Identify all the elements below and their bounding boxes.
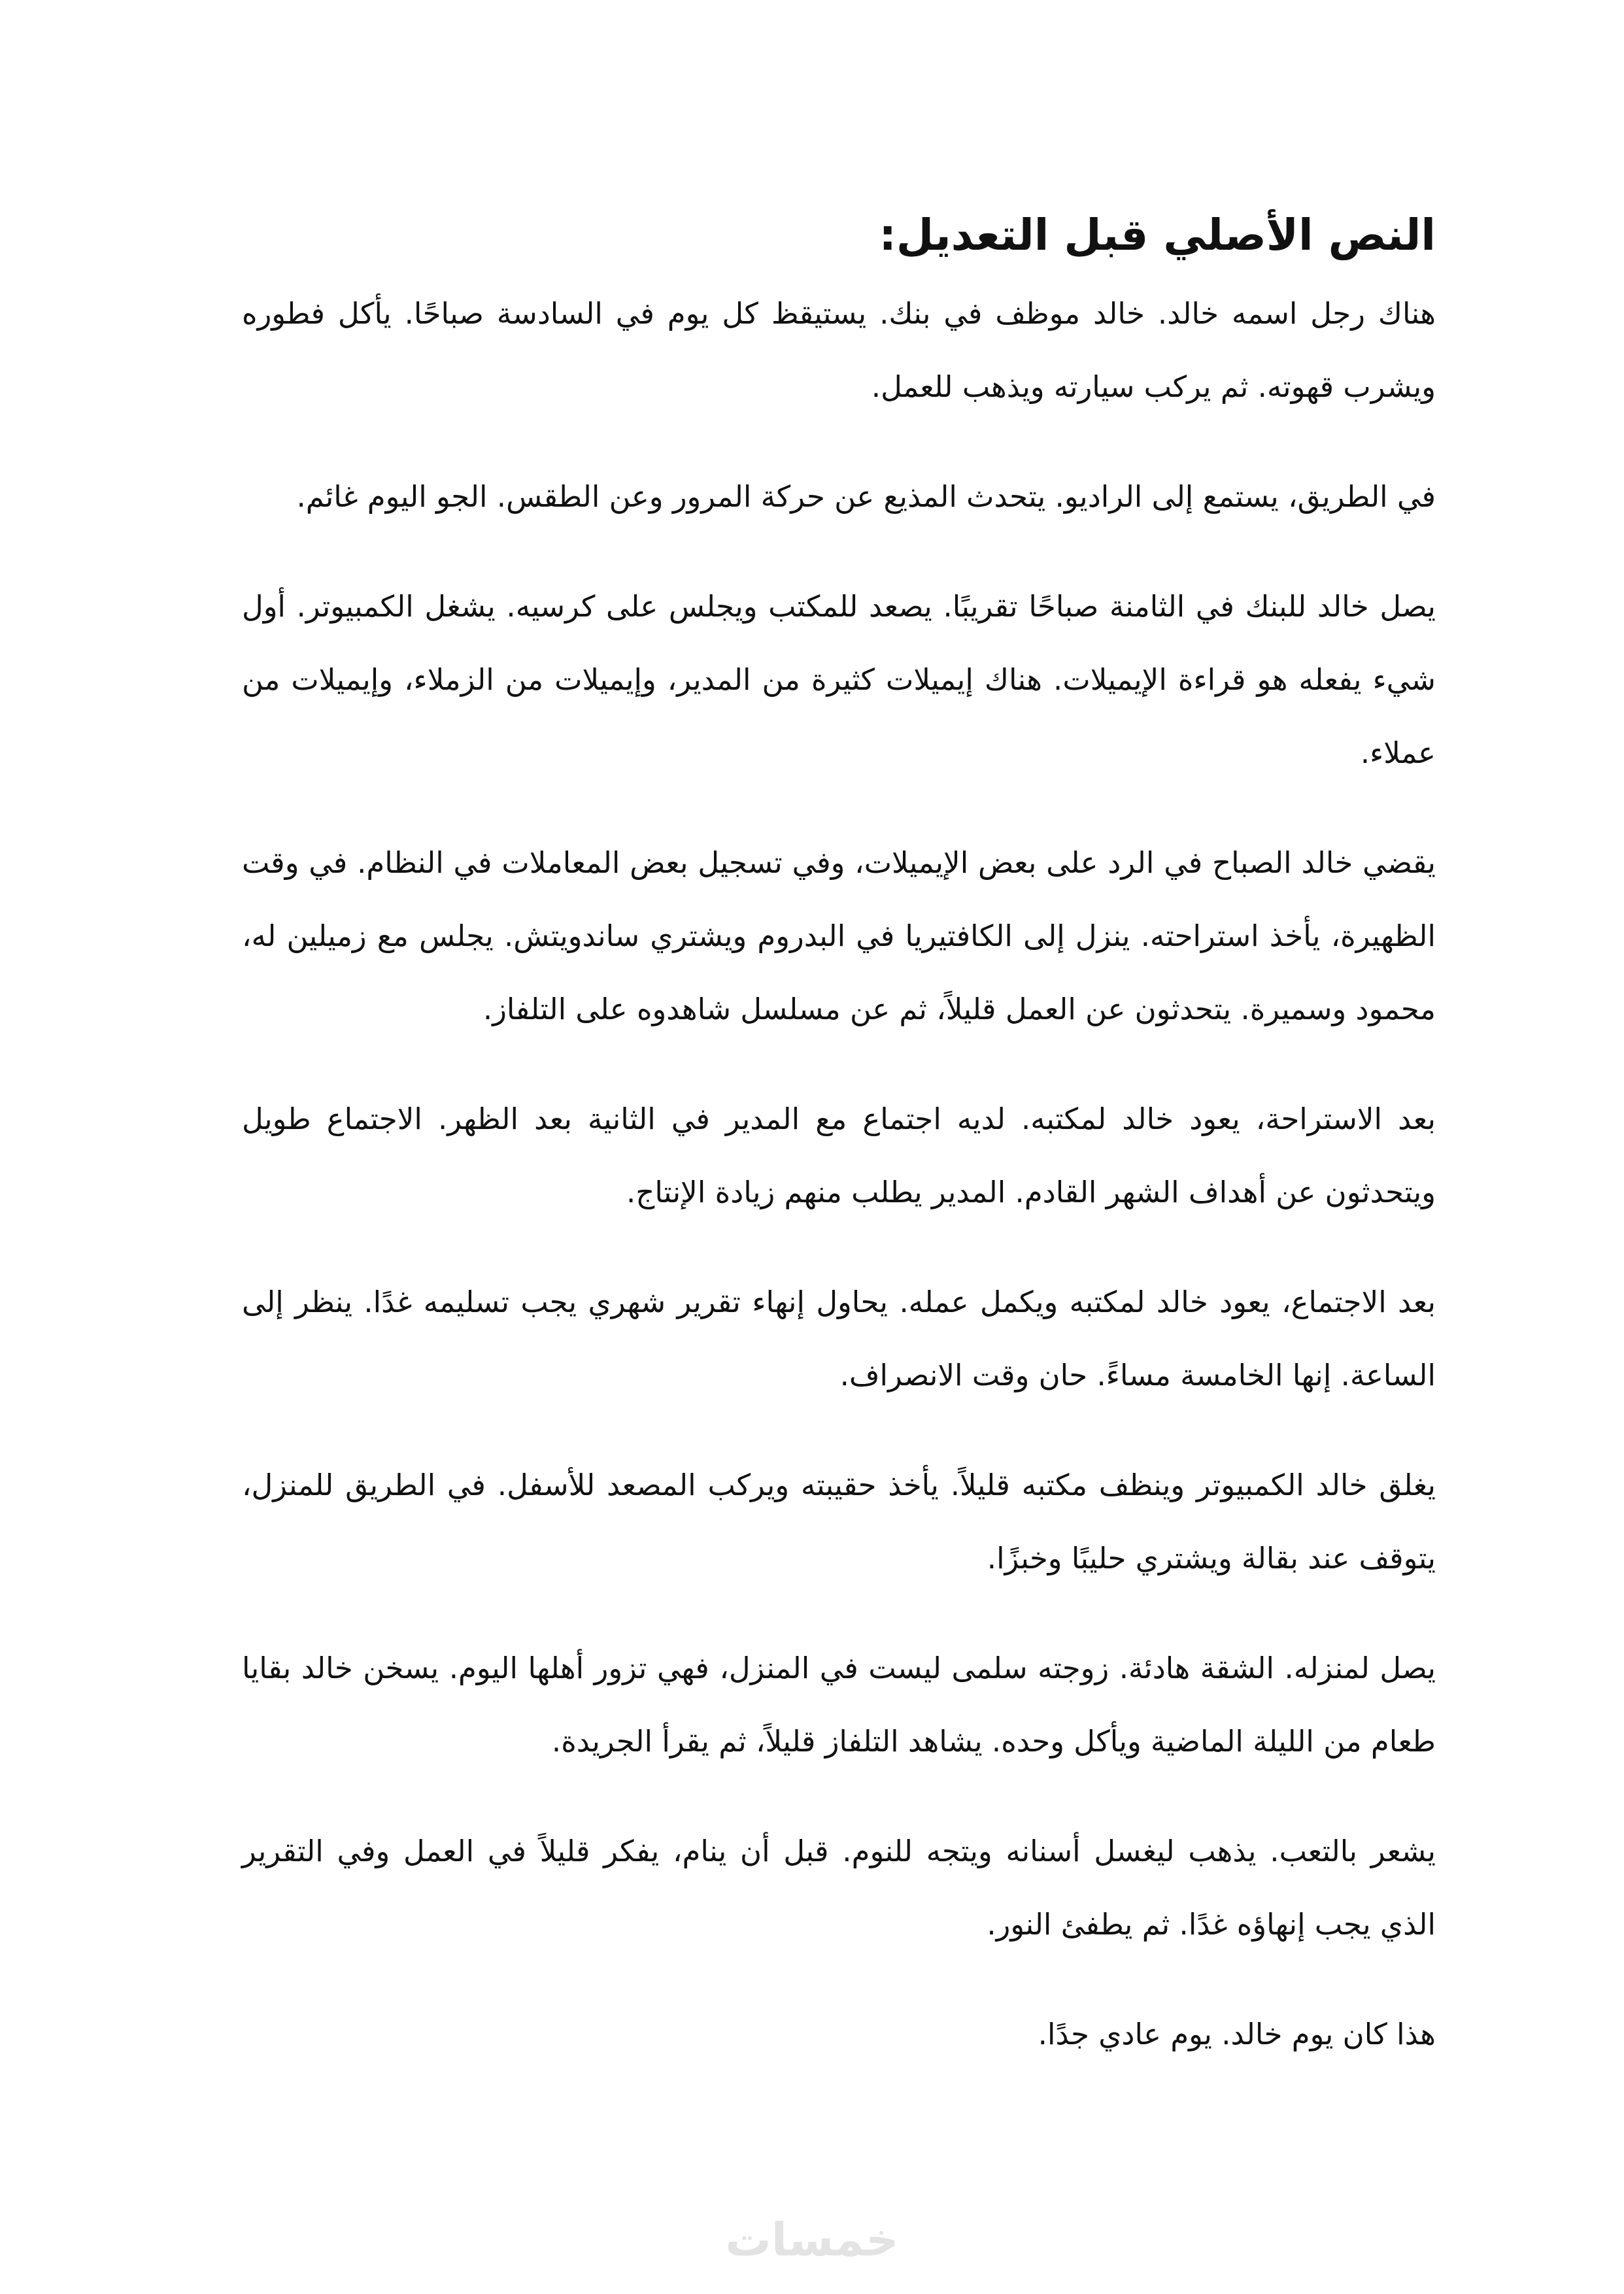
paragraph: يغلق خالد الكمبيوتر وينظف مكتبه قليلاً. يأخذ حقيبته ويركب المصعد للأسفل. في الطريق للمنزل، يتوقف عند بقالة ويشتري حليبًا وخبزًا. (242, 1468, 1436, 1576)
paragraph: في الطريق، يستمع إلى الراديو. يتحدث المذيع عن حركة المرور وعن الطقس. الجو اليوم غائم. (296, 479, 1436, 514)
paragraph: بعد الاستراحة، يعود خالد لمكتبه. لديه اجتماع مع المدير في الثانية بعد الظهر. الاجتماع طويل ويتحدثون عن أهداف الشهر القادم. المدير يطلب منهم زيادة الإنتاج. (242, 1102, 1436, 1209)
paragraph: هناك رجل اسمه خالد. خالد موظف في بنك. يستيقظ كل يوم في السادسة صباحًا. يأكل فطوره ويشرب قهوته. ثم يركب سيارته ويذهب للعمل. (242, 296, 1436, 404)
watermark-logo: خمسات (725, 2213, 899, 2267)
paragraph: يصل لمنزله. الشقة هادئة. زوجته سلمى ليست في المنزل، فهي تزور أهلها اليوم. يسخن خالد بقايا طعام من الليلة الماضية ويأكل وحده. يشاهد التلفاز قليلاً، ثم يقرأ الجريدة. (242, 1651, 1436, 1759)
document-page (242, 196, 1436, 2108)
paragraph: هذا كان يوم خالد. يوم عادي جدًا. (1038, 2017, 1436, 2051)
paragraph: يقضي خالد الصباح في الرد على بعض الإيميلات، وفي تسجيل بعض المعاملات في النظام. في وقت الظهيرة، يأخذ استراحته. ينزل إلى الكافتيريا في البدروم ويشتري ساندويتش. يجلس مع زميلين له، محمود وسميرة. يتحدثون عن العمل قليلاً، ثم عن مسلسل شاهدوه على التلفاز. (242, 845, 1436, 1026)
document-title: النص الأصلي قبل التعديل: (879, 210, 1436, 260)
paragraph: يشعر بالتعب. يذهب ليغسل أسنانه ويتجه للنوم. قبل أن ينام، يفكر قليلاً في العمل وفي التقرير الذي يجب إنهاؤه غدًا. ثم يطفئ النور. (242, 1834, 1436, 1942)
paragraph: يصل خالد للبنك في الثامنة صباحًا تقريبًا. يصعد للمكتب ويجلس على كرسيه. يشغل الكمبيوتر. أول شيء يفعله هو قراءة الإيميلات. هناك إيميلات كثيرة من المدير، وإيميلات من الزملاء، وإيميلات من عملاء. (242, 589, 1436, 770)
paragraph: بعد الاجتماع، يعود خالد لمكتبه ويكمل عمله. يحاول إنهاء تقرير شهري يجب تسليمه غدًا. ينظر إلى الساعة. إنها الخامسة مساءً. حان وقت الانصراف. (242, 1285, 1436, 1392)
